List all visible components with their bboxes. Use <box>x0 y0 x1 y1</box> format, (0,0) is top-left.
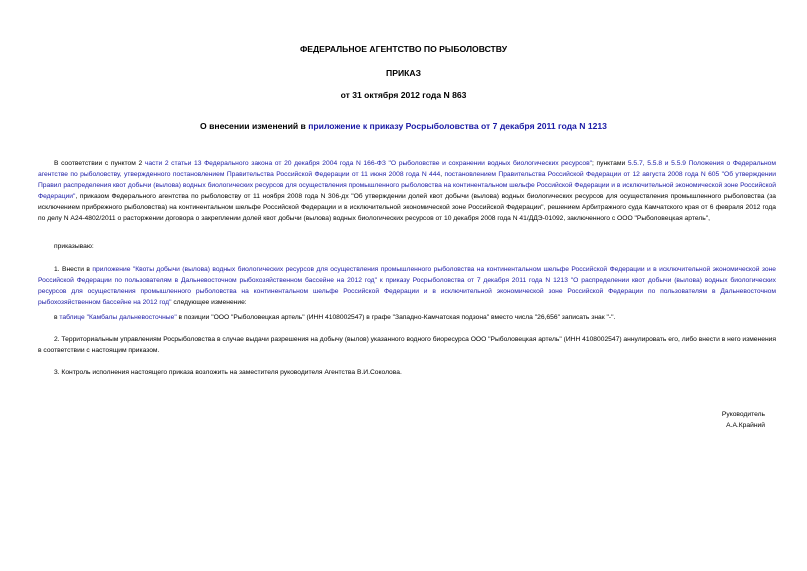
document-type: ПРИКАЗ <box>386 68 421 78</box>
paragraph-order: приказываю: <box>54 243 94 250</box>
paragraph-change <box>38 312 776 323</box>
preamble-text-3: , <box>440 171 445 178</box>
change-text-1: в <box>54 314 60 321</box>
paragraph-preamble <box>38 158 776 224</box>
item-1-text-2: следующее изменение: <box>171 299 247 306</box>
paragraph-item-1 <box>38 264 776 308</box>
document-date-number: от 31 октября 2012 года N 863 <box>340 90 467 100</box>
table-link[interactable]: таблице "Камбалы дальневосточные" <box>59 314 177 321</box>
regulation-link[interactable]: 5.5.7, 5.5.8 и 5.5.9 Положения о Федеральном агентстве по рыболовству, утвержденного постановлением Правительства Российской Федерации от 11 июня 2008 года N 444 <box>38 160 776 178</box>
agency-name: ФЕДЕРАЛЬНОЕ АГЕНТСТВО ПО РЫБОЛОВСТВУ <box>299 44 508 54</box>
change-text-2: в позиции "ООО "Рыболовецкая артель" (ИНН 4108002547) в графе "Западно-Камчатская подзона" вместо числа "26,656" записать знак "-". <box>176 314 616 321</box>
subject-link[interactable]: приложение к приказу Росрыболовства от 7 декабря 2011 года N 1213 <box>308 121 607 131</box>
preamble-text-4: , приказом Федерального агентства по рыболовству от 11 ноября 2008 года N 306-дх "Об утверждении долей квот добычи (вылова) водных биологических ресурсов для осуществления промышленного рыболовства (за исключением прибрежного рыболовства) на континентальном шельфе Российской Федерации и в исключительной экономической зоне Российской Федерации", решением Арбитражного суда Камчатского края от 6 февраля 2012 года по делу N А24-4802/2011 о расторжении договора о закреплении долей квот добычи (вылова) водных биологических ресурсов от 10 декабря 2008 года N 41/ДДЭ-01092, заключенного с ООО "Рыболовецкая артель", <box>38 193 776 222</box>
preamble-text-2: ; пунктами <box>592 160 628 167</box>
signature-name: А.А.Крайний <box>726 422 765 429</box>
document-subject <box>0 121 807 131</box>
appendix-link[interactable]: приложение "Квоты добычи (вылова) водных биологических ресурсов для осуществления промышленного рыболовства на континентальном шельфе Российской Федерации и в исключительной экономической зоне Российской Федерации по пользователям в Дальневосточном рыбохозяйственном бассейне на 2012 год" к приказу Росрыболовства от 7 декабря 2011 года N 1213 "О распределении квот добычи (вылова) водных биологических ресурсов для осуществления промышленного рыболовства на континентальном шельфе Российской Федерации и в исключительной экономической зоне Российской Федерации по пользователям в Дальневосточном рыбохозяйственном бассейне на 2012 год" <box>38 266 776 306</box>
signature-title: Руководитель <box>721 411 765 418</box>
item-1-text-1: 1. Внести в <box>54 266 93 273</box>
preamble-text-1: В соответствии с пунктом 2 <box>54 160 145 167</box>
subject-prefix: О внесении изменений в <box>200 121 309 131</box>
resolution-link[interactable]: постановлением Правительства Российской Федерации от 12 августа 2008 года N 605 "Об утверждении Правил распределения квот добычи (вылова) водных биологических ресурсов для осуществления промышленного рыболовства на континентальном шельфе Российской Федерации и в исключительной экономической зоне Российской Федерации" <box>38 171 776 200</box>
paragraph-item-2: 2. Территориальным управлениям Росрыболовства в случае выдачи разрешения на добычу (вылов) указанного водного биоресурса ООО "Рыболовецкая артель" (ИНН 4108002547) аннулировать его, либо внести в него изменения в соответствии с настоящим приказом. <box>38 336 776 354</box>
law-link[interactable]: части 2 статьи 13 Федерального закона от 20 декабря 2004 года N 166-ФЗ "О рыболовстве и сохранении водных биологических ресурсов" <box>144 160 593 167</box>
signature-block <box>722 409 765 431</box>
paragraph-item-3: 3. Контроль исполнения настоящего приказа возложить на заместителя руководителя Агентства В.И.Соколова. <box>54 369 402 376</box>
